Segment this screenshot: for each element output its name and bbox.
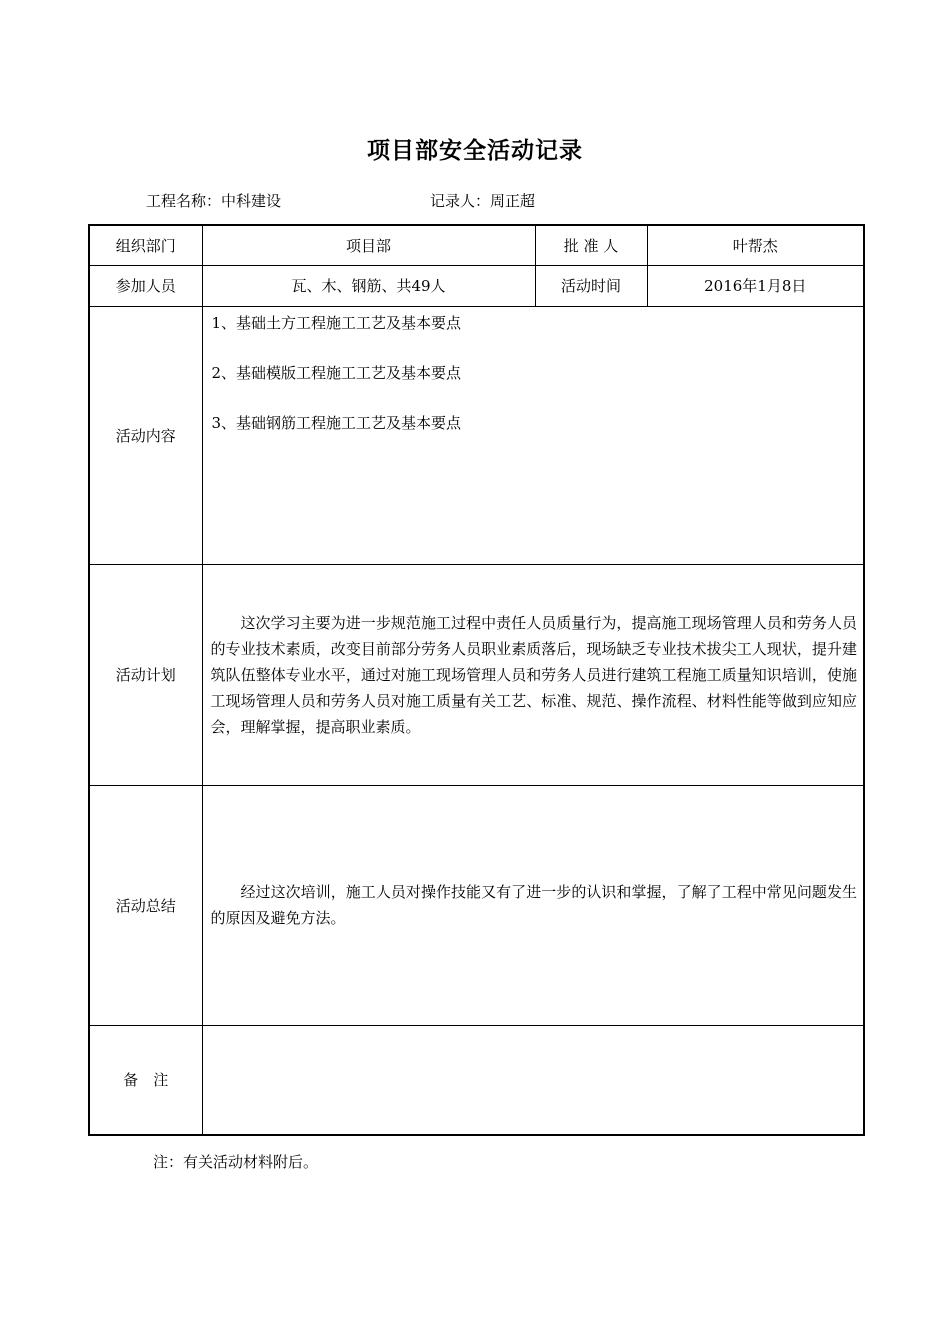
- content-item: 3、基础钢筋工程施工工艺及基本要点: [211, 413, 462, 432]
- summary-text: 经过这次培训，施工人员对操作技能又有了进一步的认识和掌握，了解了工程中常见问题发生的原因及避免方法。: [210, 883, 857, 927]
- approver-value: 叶帮杰: [647, 225, 864, 265]
- table-row: [89, 225, 864, 265]
- approver-label: 批 准 人: [535, 225, 647, 265]
- recorder-label: 记录人：: [430, 192, 491, 210]
- table-row: [89, 265, 864, 306]
- project-name: 中科建设: [221, 192, 282, 210]
- summary-cell: [202, 785, 864, 1025]
- plan-cell: [202, 564, 864, 785]
- table-row: [89, 1025, 864, 1135]
- participants-label: 参加人员: [89, 265, 202, 306]
- recorder-name: 周正超: [490, 192, 536, 210]
- time-label: 活动时间: [535, 265, 647, 306]
- page-title: 项目部安全活动记录: [367, 137, 583, 164]
- recorder-info: [430, 190, 535, 211]
- content-item: 1、基础土方工程施工工艺及基本要点: [211, 313, 462, 332]
- time-value: 2016年1月8日: [647, 265, 864, 306]
- record-table: [88, 224, 865, 1136]
- participants-value: 瓦、木、钢筋、共49人: [202, 265, 535, 306]
- content-item: 2、基础模版工程施工工艺及基本要点: [211, 363, 462, 382]
- org-value: 项目部: [202, 225, 535, 265]
- project-info: [146, 190, 281, 211]
- table-row: [89, 306, 864, 564]
- remarks-cell: [202, 1025, 864, 1135]
- content-label: 活动内容: [89, 306, 202, 564]
- content-cell: [202, 306, 864, 564]
- remarks-label: 备 注: [89, 1025, 202, 1135]
- project-label: 工程名称：: [146, 192, 222, 210]
- table-row: [89, 785, 864, 1025]
- table-row: [89, 564, 864, 785]
- plan-text: 这次学习主要为进一步规范施工过程中责任人员质量行为，提高施工现场管理人员和劳务人员的专业技术素质，改变目前部分劳务人员职业素质落后，现场缺乏专业技术拔尖工人现状，提升建筑队伍整体专业水平，通过对施工现场管理人员和劳务人员进行建筑工程施工质量知识培训，使施工现场管理人员和劳务人员对施工质量有关工艺、标准、规范、操作流程、材料性能等做到应知应会，理解掌握，提高职业素质。: [210, 613, 857, 736]
- org-label: 组织部门: [89, 225, 202, 265]
- footer-note: 注：有关活动材料附后。: [153, 1153, 319, 1171]
- summary-label: 活动总结: [89, 785, 202, 1025]
- plan-label: 活动计划: [89, 564, 202, 785]
